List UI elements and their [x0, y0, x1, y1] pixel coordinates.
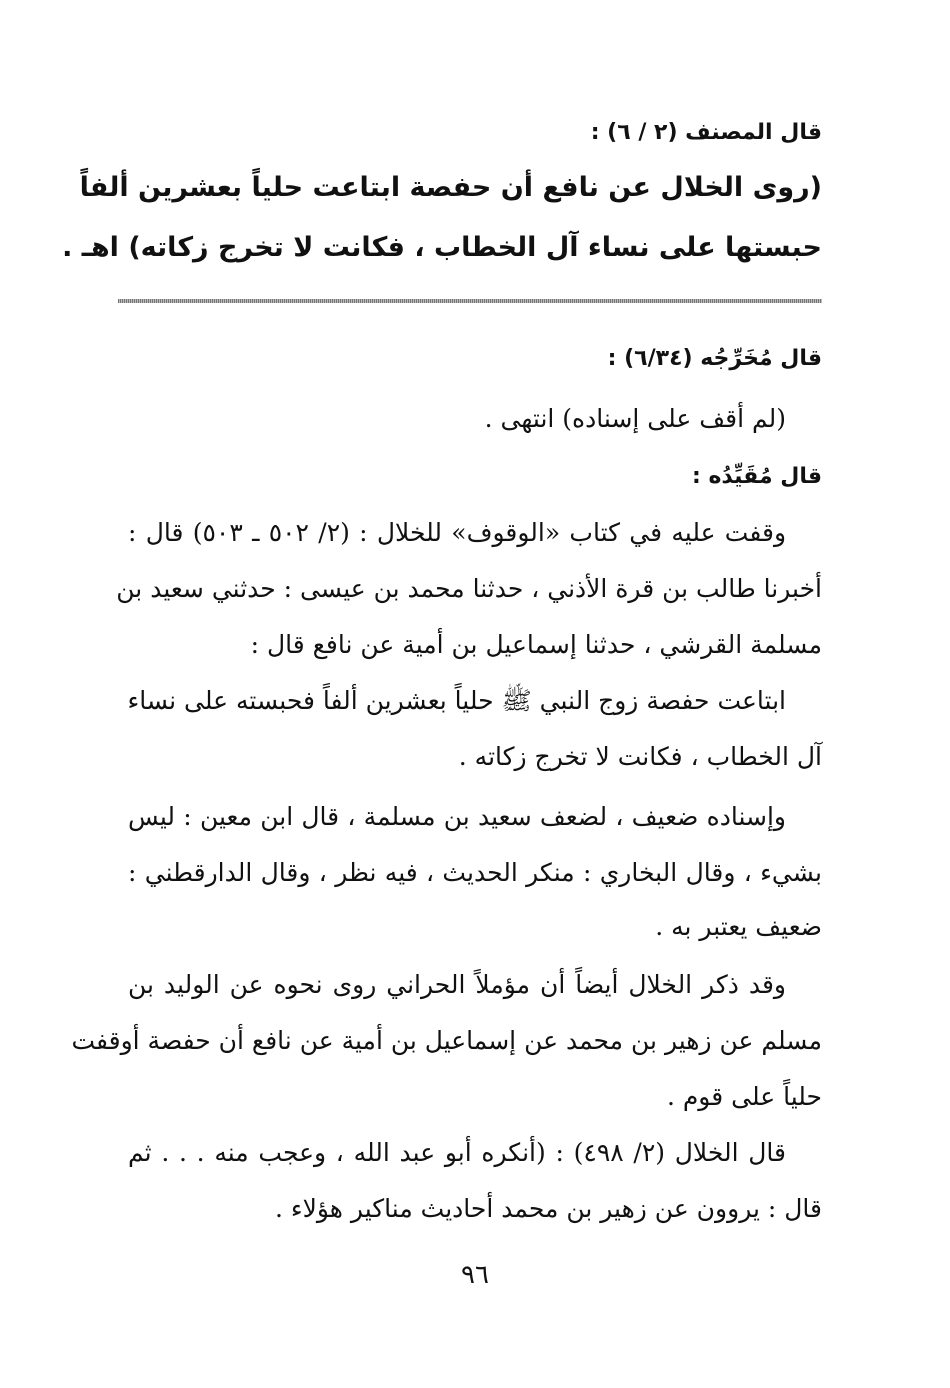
paragraph-1-line-3: مسلمة القرشي ، حدثنا إسماعيل بن أمية عن نافع قال :	[250, 630, 822, 659]
author-heading: قال المصنف (٢ / ٦) :	[590, 120, 822, 145]
paragraph-3-line-1: وإسناده ضعيف ، لضعف سعيد بن مسلمة ، قال ابن معين : ليس	[128, 802, 786, 831]
paragraph-5-line-1: قال الخلال (٢/ ٤٩٨) : (أنكره أبو عبد الله ، وعجب منه . . . ثم	[128, 1138, 786, 1167]
paragraph-2-line-1: ابتاعت حفصة زوج النبي ﷺ حلياً بعشرين ألفاً فحبسته على نساء	[127, 686, 786, 715]
paragraph-4-line-2: مسلم عن زهير بن محمد عن إسماعيل بن أمية عن نافع أن حفصة أوقفت	[71, 1026, 822, 1055]
page-number: ٩٦	[461, 1260, 489, 1290]
section-divider	[118, 299, 822, 303]
muqayyid-heading: قال مُقَيِّدُه :	[691, 464, 822, 489]
takhrij-text: (لم أقف على إسناده) انتهى .	[484, 404, 786, 433]
paragraph-1-line-2: أخبرنا طالب بن قرة الأذني ، حدثنا محمد بن عيسى : حدثني سعيد بن	[116, 574, 822, 603]
paragraph-2-line-2: آل الخطاب ، فكانت لا تخرج زكاته .	[458, 742, 822, 771]
paragraph-4-line-1: وقد ذكر الخلال أيضاً أن مؤملاً الحراني روى نحوه عن الوليد بن	[128, 970, 786, 999]
author-quote-line-2: حبستها على نساء آل الخطاب ، فكانت لا تخرج زكاته) اهـ .	[62, 232, 822, 263]
takhrij-heading: قال مُخَرِّجُه (٦/٣٤) :	[607, 346, 822, 371]
author-quote-line-1: (روى الخلال عن نافع أن حفصة ابتاعت حلياً بعشرين ألفاً	[79, 172, 822, 203]
paragraph-1-line-1: وقفت عليه في كتاب «الوقوف» للخلال : (٢/ ٥٠٢ ـ ٥٠٣) قال :	[128, 518, 787, 547]
paragraph-5-line-2: قال : يروون عن زهير بن محمد أحاديث مناكير هؤلاء .	[274, 1194, 822, 1223]
paragraph-4-line-3: حلياً على قوم .	[666, 1082, 822, 1111]
paragraph-3-line-3: ضعيف يعتبر به .	[655, 912, 822, 941]
paragraph-3-line-2: بشيء ، وقال البخاري : منكر الحديث ، فيه نظر ، وقال الدارقطني :	[128, 858, 822, 887]
